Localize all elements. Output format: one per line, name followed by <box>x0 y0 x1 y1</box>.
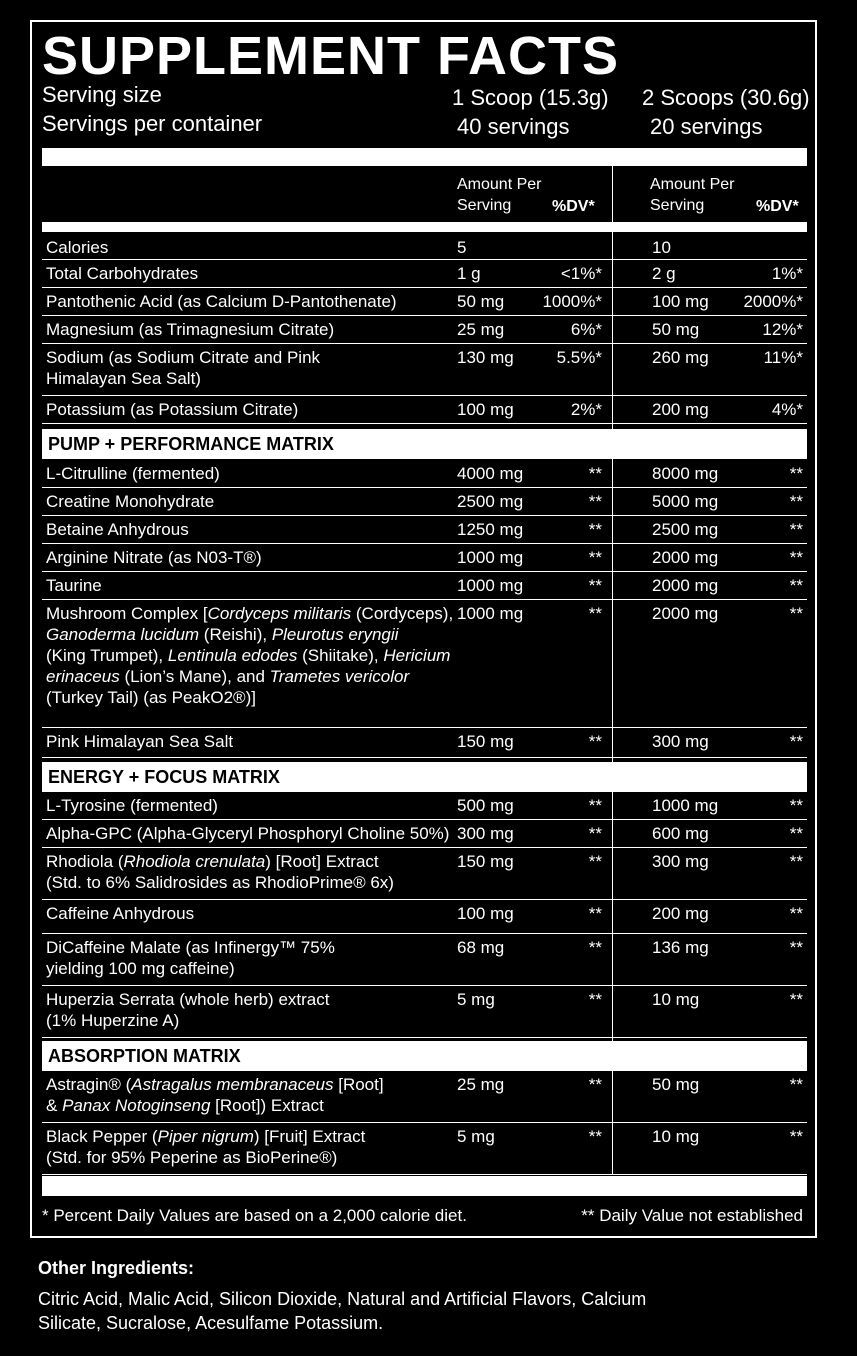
dv-col2: ** <box>789 1075 803 1094</box>
amount-col2: 300 mg <box>652 852 709 871</box>
dv-col2: ** <box>789 990 803 1009</box>
amount-col1: 5 mg <box>457 990 495 1009</box>
dv-col1: ** <box>588 904 602 923</box>
dv-col1: 5.5%* <box>556 348 602 367</box>
amount-col2: 2500 mg <box>652 520 719 539</box>
amount-col1: 4000 mg <box>457 464 524 483</box>
dv-col1: ** <box>588 1075 602 1094</box>
dv-col1: ** <box>588 938 602 957</box>
amount-col1: 2500 mg <box>457 492 524 511</box>
amount-col1: 5 mg <box>457 1127 495 1146</box>
dv-col1: ** <box>588 464 602 483</box>
ingredient-name: Sodium (as Sodium Citrate and Pink Himalayan Sea Salt) <box>46 348 321 388</box>
supplement-facts-panel <box>30 20 817 1238</box>
amount-col1: 150 mg <box>457 852 514 871</box>
dv-col1: ** <box>588 492 602 511</box>
amount-col1: 5 <box>457 238 467 257</box>
amount-col1: 1000 mg <box>457 604 524 623</box>
ingredient-name: L-Citrulline (fermented) <box>46 464 220 483</box>
dv-col2: 1%* <box>771 264 803 283</box>
dv-col1: ** <box>588 520 602 539</box>
dv-col2: ** <box>789 938 803 957</box>
facts-row <box>42 848 807 900</box>
facts-row <box>42 1071 807 1123</box>
amount-col2: 50 mg <box>652 1075 700 1094</box>
amount-col2: 100 mg <box>652 292 709 311</box>
amount-col1: 25 mg <box>457 320 505 339</box>
amount-col2: 600 mg <box>652 824 709 843</box>
ingredient-name: Calories <box>46 238 109 257</box>
ingredient-name: Huperzia Serrata (whole herb) extract (1% Huperzine A) <box>46 990 330 1030</box>
panel-title: SUPPLEMENT FACTS <box>42 26 620 86</box>
amount-col2: 2000 mg <box>652 576 719 595</box>
amount-col2: 136 mg <box>652 938 709 957</box>
amount-col1: 50 mg <box>457 292 505 311</box>
ingredient-name: Mushroom Complex [Cordyceps militaris (Cordyceps), Ganoderma lucidum (Reishi), Pleurotus eryngii (King Trumpet), Lentinula edodes (Shiitake), Hericium erinaceus (Lion’s Mane), and Trametes vericolor (Turkey Tail) (as PeakO2®)] <box>46 604 454 707</box>
facts-row <box>42 396 807 424</box>
dv-header-col2: %DV* <box>756 198 799 215</box>
serving-size-col2: 2 Scoops (30.6g) <box>642 85 810 110</box>
dv-col1: ** <box>588 852 602 871</box>
facts-row <box>42 934 807 986</box>
dv-col1: ** <box>588 732 602 751</box>
ingredient-name: Betaine Anhydrous <box>46 520 189 539</box>
dv-col1: ** <box>588 604 602 623</box>
dv-col1: 2%* <box>570 400 602 419</box>
thick-divider-header <box>42 222 807 232</box>
section-header: ENERGY + FOCUS MATRIX <box>42 762 807 792</box>
amount-col1: 1250 mg <box>457 520 524 539</box>
dv-col1: ** <box>588 824 602 843</box>
ingredient-name: Alpha-GPC (Alpha-Glyceryl Phosphoryl Choline 50%) <box>46 824 450 843</box>
dv-col2: 4%* <box>771 400 803 419</box>
facts-row <box>42 288 807 316</box>
amount-col2: 10 mg <box>652 1127 700 1146</box>
ingredient-name: Astragin® (Astragalus membranaceus [Root] & Panax Notoginseng [Root]) Extract <box>46 1075 384 1115</box>
ingredient-name: Caffeine Anhydrous <box>46 904 195 923</box>
ingredient-name: DiCaffeine Malate (as Infinergy™ 75% yielding 100 mg caffeine) <box>46 938 335 978</box>
amount-col1: 100 mg <box>457 904 514 923</box>
dv-col2: ** <box>789 852 803 871</box>
dv-col1: 1000%* <box>542 292 602 311</box>
dv-col1: 6%* <box>570 320 602 339</box>
other-ingredients-text: Citric Acid, Malic Acid, Silicon Dioxide, Natural and Artificial Flavors, Calcium Silicate, Sucralose, Acesulfame Potassium. <box>38 1289 647 1333</box>
facts-row <box>42 820 807 848</box>
facts-row <box>42 728 807 758</box>
amount-col1: 25 mg <box>457 1075 505 1094</box>
ingredient-name: L-Tyrosine (fermented) <box>46 796 218 815</box>
facts-row <box>42 316 807 344</box>
footnote-not-established: ** Daily Value not established <box>581 1206 803 1225</box>
dv-col2: ** <box>789 904 803 923</box>
ingredient-name: Taurine <box>46 576 102 595</box>
thick-divider-bottom <box>42 1176 807 1196</box>
ingredient-name: Pantothenic Acid (as Calcium D-Pantothenate) <box>46 292 397 311</box>
amount-col2: 200 mg <box>652 904 709 923</box>
ingredient-name: Pink Himalayan Sea Salt <box>46 732 234 751</box>
amount-col1: 100 mg <box>457 400 514 419</box>
dv-col1: ** <box>588 576 602 595</box>
facts-row <box>42 516 807 544</box>
dv-col2: ** <box>789 548 803 567</box>
servings-per-container-label: Servings per container <box>42 111 263 136</box>
amount-col2: 300 mg <box>652 732 709 751</box>
facts-row <box>42 544 807 572</box>
facts-row <box>42 572 807 600</box>
dv-col1: ** <box>588 990 602 1009</box>
dv-header-col1: %DV* <box>552 198 595 215</box>
facts-row <box>42 900 807 934</box>
ingredient-name: Rhodiola (Rhodiola crenulata) [Root] Extract (Std. to 6% Salidrosides as RhodioPrime® 6x) <box>46 852 394 892</box>
amount-col2: 2000 mg <box>652 604 719 623</box>
section-header: ABSORPTION MATRIX <box>42 1041 807 1071</box>
amount-col1: 300 mg <box>457 824 514 843</box>
facts-row <box>42 600 807 728</box>
facts-row <box>42 460 807 488</box>
amount-col1: 1 g <box>457 264 481 283</box>
amount-col1: 1000 mg <box>457 548 524 567</box>
serving-size-col1: 1 Scoop (15.3g) <box>452 85 609 110</box>
dv-col1: ** <box>588 796 602 815</box>
amount-col1: 68 mg <box>457 938 505 957</box>
servings-col2: 20 servings <box>650 114 763 139</box>
ingredient-name: Potassium (as Potassium Citrate) <box>46 400 299 419</box>
dv-col2: ** <box>789 824 803 843</box>
dv-col2: ** <box>789 492 803 511</box>
facts-row <box>42 986 807 1038</box>
servings-col1: 40 servings <box>457 114 570 139</box>
amount-col2: 8000 mg <box>652 464 719 483</box>
dv-col2: 11%* <box>763 348 803 367</box>
ingredient-name: Magnesium (as Trimagnesium Citrate) <box>46 320 335 339</box>
amount-col2: 10 mg <box>652 990 700 1009</box>
dv-col2: ** <box>789 796 803 815</box>
serving-size-label: Serving size <box>42 82 162 107</box>
facts-row <box>42 792 807 820</box>
amount-col1: 150 mg <box>457 732 514 751</box>
footnote-dv: * Percent Daily Values are based on a 2,000 calorie diet. <box>42 1206 467 1225</box>
amount-col2: 5000 mg <box>652 492 719 511</box>
section-header: PUMP + PERFORMANCE MATRIX <box>42 429 807 459</box>
ingredient-name: Creatine Monohydrate <box>46 492 215 511</box>
amount-col2: 10 <box>652 238 671 257</box>
dv-col2: ** <box>789 520 803 539</box>
amount-header-col1: Amount Per Serving <box>457 176 542 214</box>
ingredient-name: Total Carbohydrates <box>46 264 199 283</box>
facts-row <box>42 1123 807 1175</box>
dv-col1: <1%* <box>560 264 602 283</box>
dv-col2: ** <box>789 732 803 751</box>
facts-row <box>42 344 807 396</box>
dv-col1: ** <box>588 1127 602 1146</box>
ingredient-name: Black Pepper (Piper nigrum) [Fruit] Extract (Std. for 95% Peperine as BioPerine®) <box>46 1127 366 1167</box>
amount-col2: 1000 mg <box>652 796 719 815</box>
amount-col2: 50 mg <box>652 320 700 339</box>
facts-table <box>42 166 807 1176</box>
dv-col2: 2000%* <box>743 292 803 311</box>
facts-row <box>42 488 807 516</box>
amount-col1: 130 mg <box>457 348 514 367</box>
dv-col2: ** <box>789 604 803 623</box>
amount-col2: 260 mg <box>652 348 709 367</box>
ingredient-name: Arginine Nitrate (as N03-T®) <box>46 548 262 567</box>
amount-col1: 1000 mg <box>457 576 524 595</box>
amount-col2: 200 mg <box>652 400 709 419</box>
amount-col2: 2000 mg <box>652 548 719 567</box>
dv-col2: ** <box>789 576 803 595</box>
thick-divider-top <box>42 148 807 166</box>
facts-row <box>42 234 807 260</box>
dv-col2: 12%* <box>762 320 803 339</box>
facts-row <box>42 260 807 288</box>
other-ingredients-heading: Other Ingredients: <box>38 1258 195 1278</box>
amount-col2: 2 g <box>652 264 676 283</box>
dv-col2: ** <box>789 1127 803 1146</box>
amount-header-col2: Amount Per Serving <box>650 176 735 214</box>
dv-col1: ** <box>588 548 602 567</box>
dv-col2: ** <box>789 464 803 483</box>
amount-col1: 500 mg <box>457 796 514 815</box>
